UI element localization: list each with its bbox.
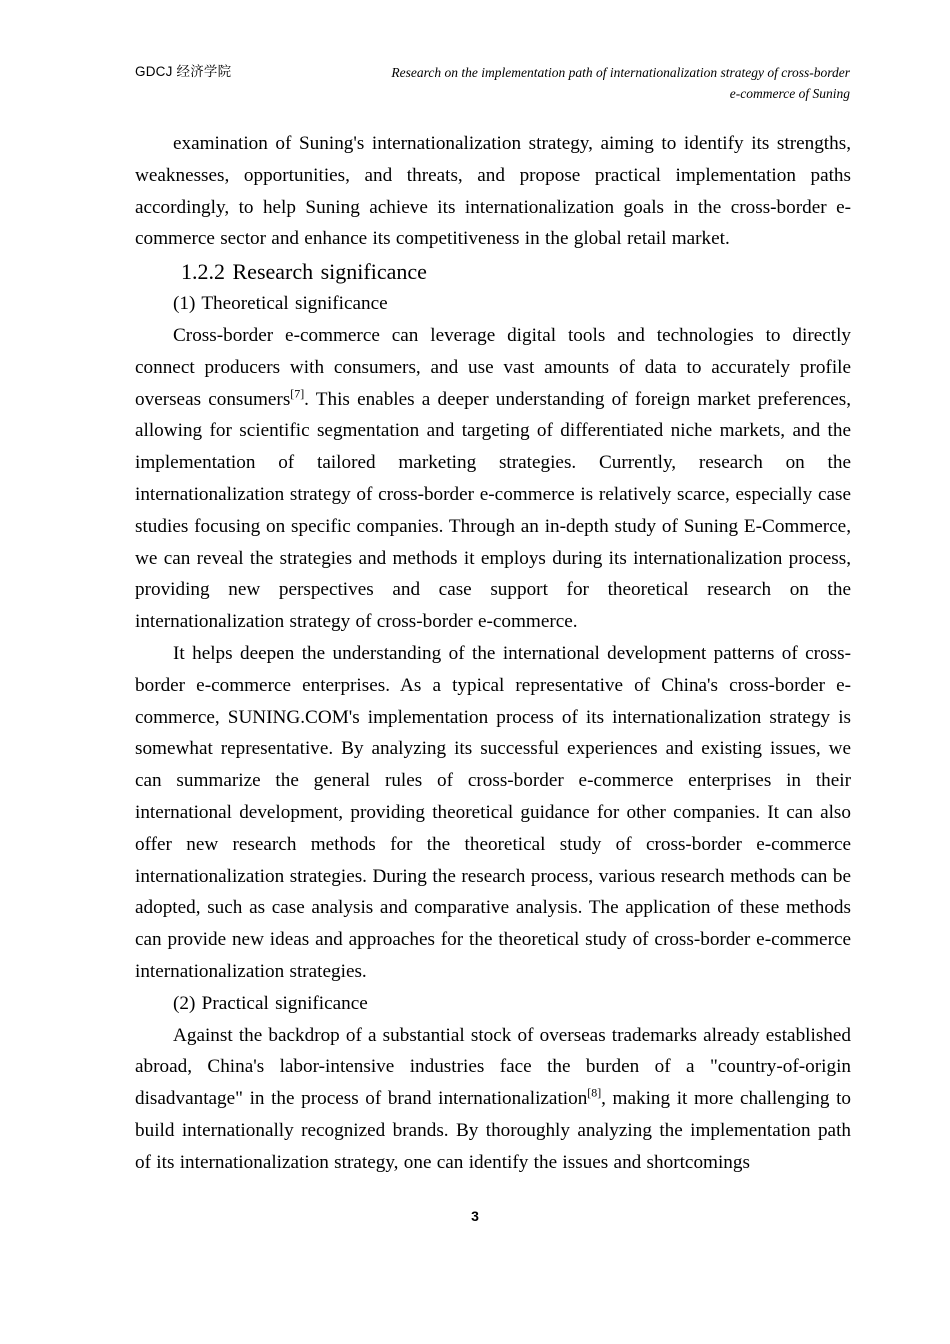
citation-reference-7: [7]	[290, 386, 305, 401]
section-heading-1-2-2: 1.2.2 Research significance	[181, 259, 427, 285]
paragraph-theoretical-significance	[135, 320, 851, 638]
paragraph-text-segment: Cross-border e-commerce can leverage digital tools and technologies to directly connect producers with consumers, and use vast amounts of data to accurately profile overseas consumers	[135, 324, 851, 410]
page-body	[135, 128, 851, 1179]
running-header	[135, 62, 850, 104]
paragraph-development-patterns: It helps deepen the understanding of the international development patterns of cross-border e-commerce enterprises. As a typical representative of China's cross-border e-commerce, SUNING.COM's implementation process of its internationalization strategy is somewhat representative. By analyzing its successful experiences and existing issues, we can summarize the general rules of cross-border e-commerce enterprises in their international development, providing theoretical guidance for other companies. It can also offer new research methods for the theoretical study of cross-border e-commerce internationalization strategies. During the research process, various research methods can be adopted, such as case analysis and comparative analysis. The application of these methods can provide new ideas and approaches for the theoretical study of cross-border e-commerce internationalization strategies.	[135, 642, 851, 982]
paragraph-continuation: examination of Suning's internationalization strategy, aiming to identify its strengths, weaknesses, opportunities, and threats, and propose practical implementation paths accordingly, to help Suning achieve its internationalization goals in the cross-border e-commerce sector and enhance its competitiveness in the global retail market.	[135, 133, 851, 250]
citation-reference-8: [8]	[587, 1085, 602, 1100]
header-institution: GDCJ 经济学院	[135, 64, 232, 79]
paragraph-text-segment: , making it more challenging to build internationally recognized brands. By thoroughly analyzing the implementation path of its internationalization strategy, one can identify the issues and shortcomings	[135, 1088, 851, 1173]
subheading-theoretical-significance: (1) Theoretical significance	[173, 293, 388, 315]
paragraph-text-segment: . This enables a deeper understanding of foreign market preferences, allowing for scientific segmentation and targeting of differentiated niche markets, and the implementation of tailored marketing strategies. Currently, research on the internationalization strategy of cross-border e-commerce is relatively scarce, especially case studies focusing on specific companies. Through an in-depth study of Suning E-Commerce, we can reveal the strategies and methods it employs during its internationalization process, providing new perspectives and case support for theoretical research on the internationalization strategy of cross-border e-commerce.	[135, 388, 852, 633]
page-number: 3	[471, 1208, 479, 1224]
paragraph-text-segment: Against the backdrop of a substantial stock of overseas trademarks already established abroad, China's labor-intensive industries face the burden of a "country-of-origin disadvantage" in the process of brand internationalization	[135, 1024, 851, 1110]
header-document-title: Research on the implementation path of internationalization strategy of cross-border e-commerce of Suning	[391, 65, 850, 101]
paragraph-practical-significance	[135, 1020, 851, 1179]
subheading-practical-significance: (2) Practical significance	[173, 992, 368, 1014]
